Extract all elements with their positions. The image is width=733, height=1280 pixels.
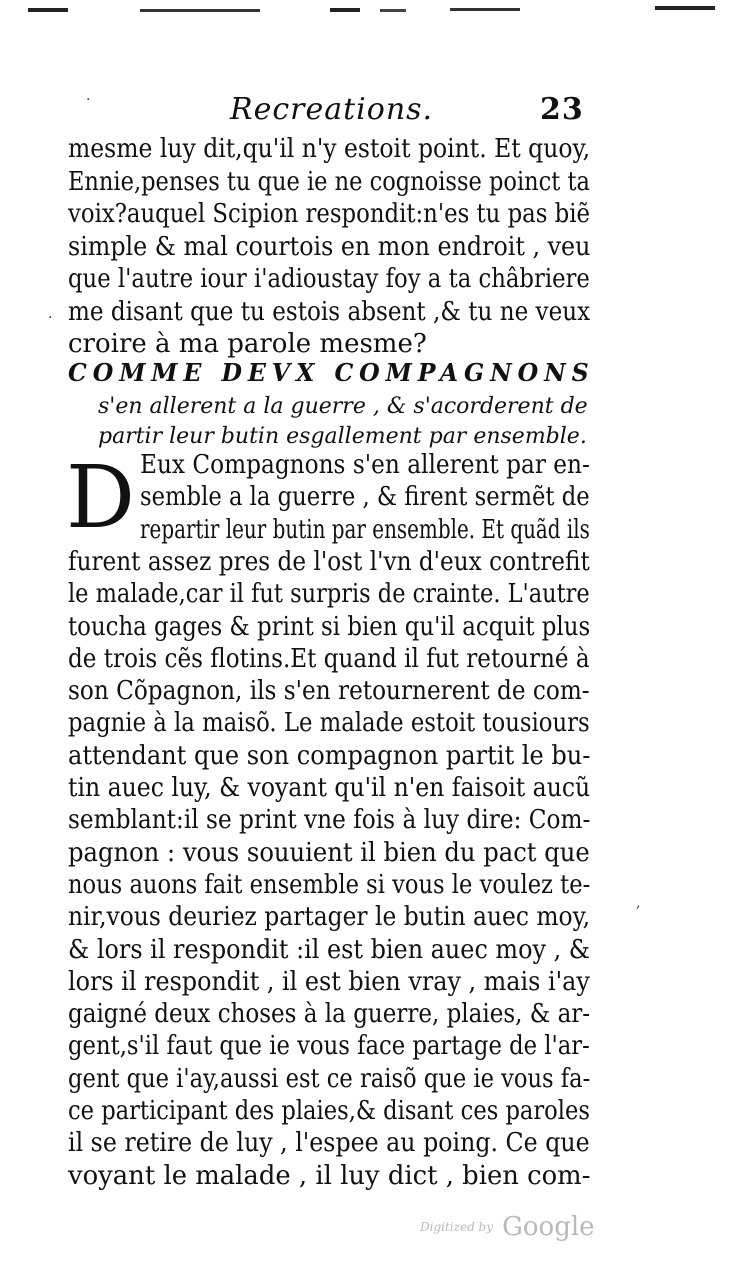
margin-speck: · <box>48 310 53 326</box>
text-line: de trois cẽs flotins.Et quand il fut retourné à <box>68 643 590 674</box>
text-line: gent que i'ay,aussi est ce raisõ que ie vous fa- <box>68 1063 591 1094</box>
text-line: voyant le malade , il luy dict , bien com- <box>68 1160 591 1191</box>
chapter-heading-line3: partir leur butin esgallement par ensemble. <box>98 424 587 449</box>
text-line: nir,vous deuriez partager le butin auec moy, <box>68 902 591 933</box>
text-line: le malade,car il fut surpris de crainte. L'autre <box>68 579 590 610</box>
text-line: toucha gages & print si bien qu'il acquit plus <box>68 611 591 642</box>
text-line: ce participant des plaies,& disant ces paroles <box>68 1096 590 1126</box>
text-line: me disant que tu estois absent ,& tu ne veux <box>68 296 591 327</box>
margin-speck: , <box>636 895 641 911</box>
text-line: pagnie à la maisõ. Le malade estoit tousiours <box>68 708 590 739</box>
text-line: semblant:il se print vne fois à luy dire: Com- <box>68 805 591 836</box>
text-line: il se retire de luy , l'espee au poing. Ce que <box>68 1128 590 1159</box>
text-line: croire à ma parole mesme? <box>68 329 427 359</box>
running-title: Recreations. <box>230 92 434 127</box>
page-number: 23 <box>540 92 584 127</box>
text-line: pagnon : vous souuient il bien du pact que <box>68 837 590 868</box>
text-line: Ennie,penses tu que ie ne cognoisse poinct ta <box>68 166 590 197</box>
text-line: son Cõpagnon, ils s'en retournerent de com- <box>68 676 590 707</box>
text-line: nous auons fait ensemble si vous le voulez te- <box>68 869 591 900</box>
text-line: repartir leur butin par ensemble. Et quãd ils <box>140 514 590 545</box>
text-line: & lors il respondit :il est bien auec moy , & <box>68 934 591 965</box>
text-line: Eux Compagnons s'en allerent par en- <box>140 450 590 480</box>
text-line: gaigné deux choses à la guerre, plaies, & ar- <box>68 999 591 1030</box>
text-line: gent,s'il faut que ie vous face partage de l'ar- <box>68 1031 590 1062</box>
top-scan-edge <box>0 0 733 22</box>
digitization-watermark <box>420 1212 595 1242</box>
text-line: semble a la guerre , & firent sermẽt de <box>140 482 590 513</box>
text-line: attendant que son compagnon partit le bu- <box>68 740 591 771</box>
margin-speck: · <box>86 92 91 108</box>
text-line: voix?auquel Scipion respondit:n'es tu pas biẽ <box>68 199 590 229</box>
text-line: tin auec luy, & voyant qu'il n'en faisoit aucũ <box>68 773 591 803</box>
text-line: simple & mal courtois en mon endroit , veu <box>68 231 591 262</box>
text-line: que l'autre iour i'adioustay foy a ta châbriere <box>68 264 590 294</box>
google-wordmark: Google <box>502 1212 595 1242</box>
drop-cap: D <box>66 448 135 548</box>
digitized-by-label: Digitized by <box>420 1220 494 1234</box>
chapter-heading-line2: s'en allerent a la guerre , & s'acorderent de <box>98 394 588 419</box>
chapter-heading-title: COMME DEVX COMPAGNONS <box>68 358 595 387</box>
text-line: mesme luy dit,qu'il n'y estoit point. Et quoy, <box>68 134 591 164</box>
text-line: furent assez pres de l'ost l'vn d'eux contrefit <box>68 546 590 577</box>
text-line: lors il respondit , il est bien vray , mais i'ay <box>68 966 590 997</box>
